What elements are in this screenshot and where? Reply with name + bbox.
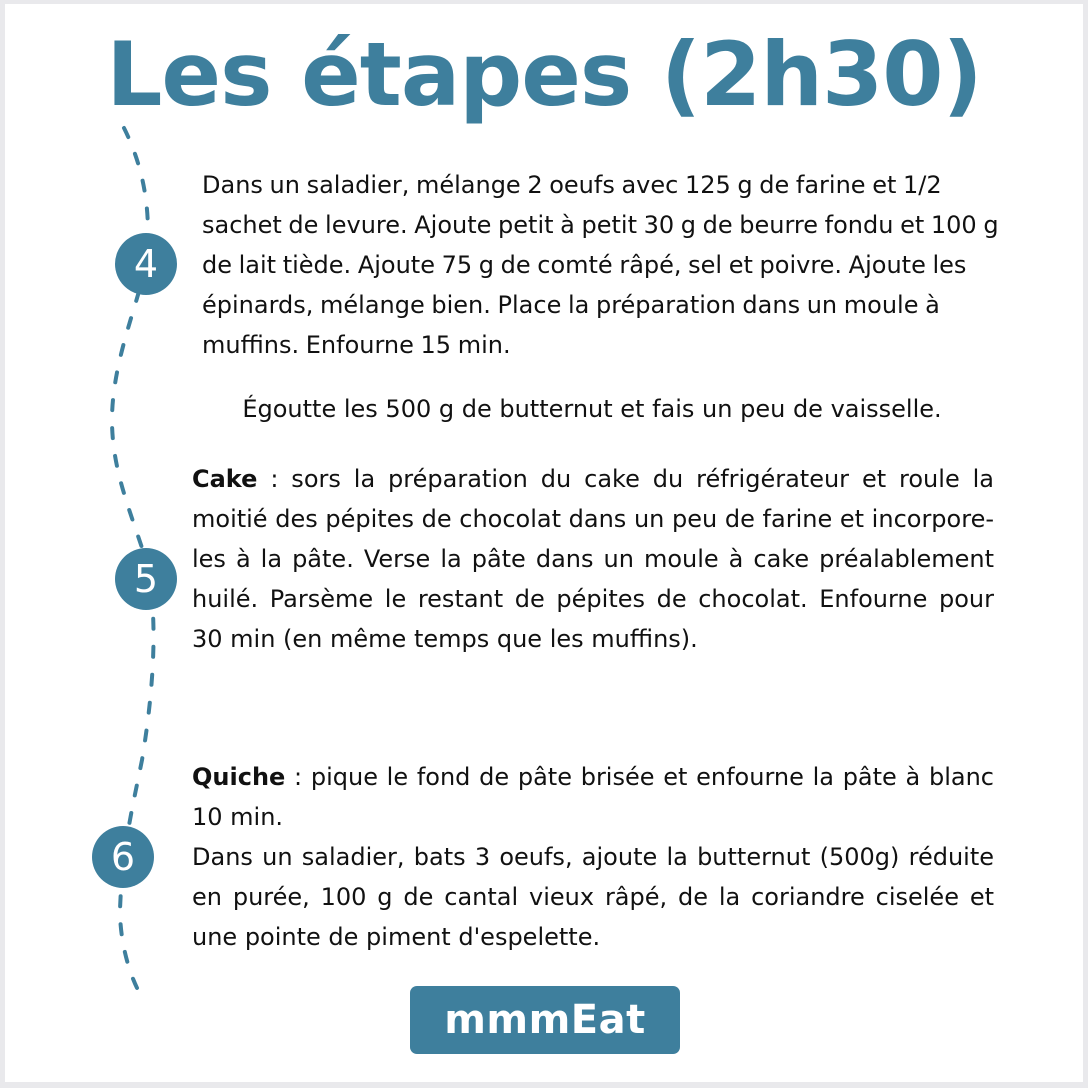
step-4-text: Dans un saladier, mélange 2 oeufs avec 125 g de farine et 1/2 sachet de levure. Ajoute petit à petit 30 g de beurre fondu et 100 g de lait tiède. Ajoute 75 g de comté râpé, sel et poivre. Ajoute les épinards, mélange bien. Place la préparation dans un moule à muffins. Enfourne 15 min. — [202, 171, 999, 359]
step-note: Égoutte les 500 g de butternut et fais un peu de vaisselle. — [242, 395, 942, 423]
step-5-text — [192, 459, 994, 659]
step-6-label: Quiche — [192, 763, 286, 791]
step-6-text — [192, 757, 994, 957]
page-title: Les étapes (2h30) — [106, 23, 982, 126]
step-6-paragraph-2: Dans un saladier, bats 3 oeufs, ajoute la butternut (500g) réduite en purée, 100 g de cantal vieux râpé, de la coriandre ciselée et une pointe de piment d'espelette. — [192, 843, 994, 951]
step-number-4: 4 — [115, 233, 177, 295]
step-6-paragraph-1 — [192, 757, 994, 837]
brand-logo: mmmEat — [410, 986, 680, 1054]
step-5-label: Cake — [192, 465, 258, 493]
step-6-body: : pique le fond de pâte brisée et enfourne la pâte à blanc 10 min. — [192, 763, 994, 831]
step-5-body: : sors la préparation du cake du réfrigérateur et roule la moitié des pépites de chocolat dans un peu de farine et incorpore-les à la pâte. Verse la pâte dans un moule à cake préalablement huilé. Parsème le restant de pépites de chocolat. Enfourne pour 30 min (en même temps que les muffins). — [192, 465, 994, 653]
step-number-6: 6 — [92, 826, 154, 888]
step-number-5: 5 — [115, 548, 177, 610]
